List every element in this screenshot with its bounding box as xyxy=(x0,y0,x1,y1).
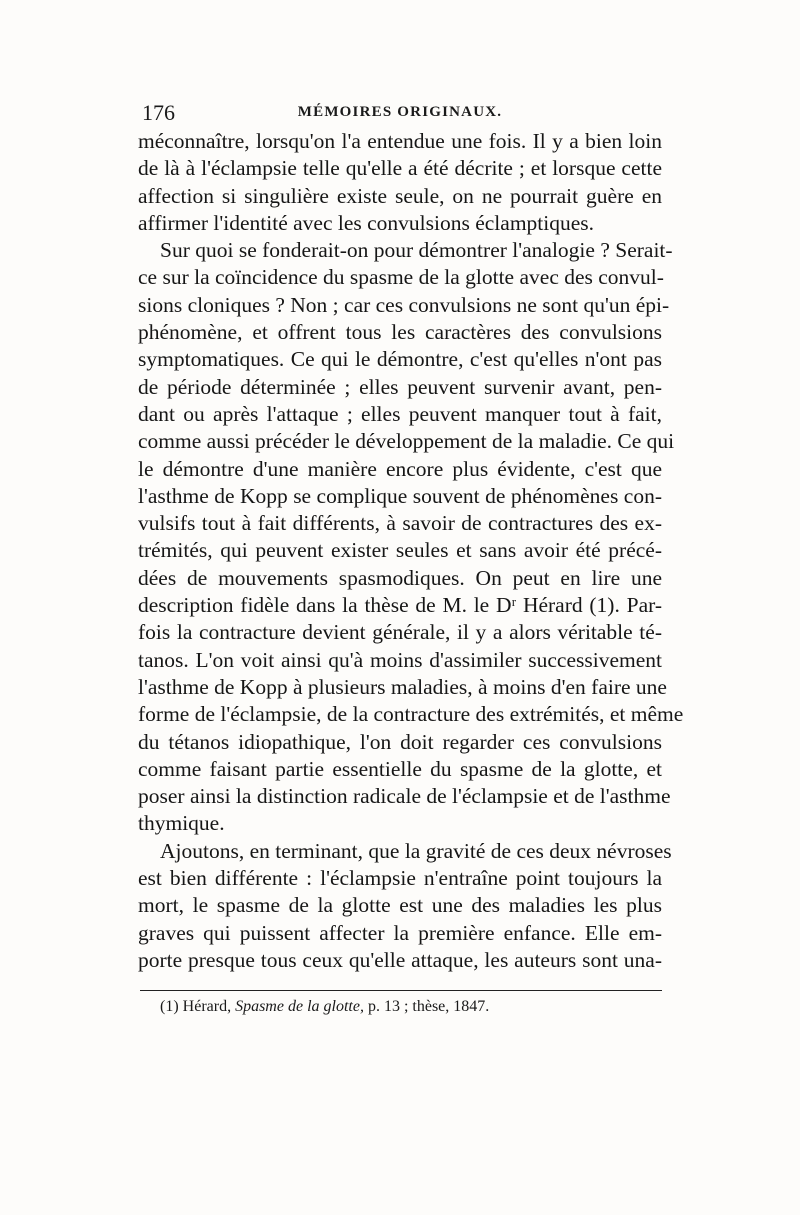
text-line: vulsifs tout à fait différents, à savoir de contractures des ex- xyxy=(138,511,662,536)
text-line: affirmer l'identité avec les convulsions éclamptiques. xyxy=(138,210,595,235)
text-line: méconnaître, lorsqu'on l'a entendue une fois. Il y a bien loin xyxy=(138,129,662,153)
text-line: tanos. L'on voit ainsi qu'à moins d'assimiler successivement xyxy=(138,647,662,672)
text-line: mort, le spasme de la glotte est une des maladies les plus xyxy=(138,893,662,918)
footnote-author: Hérard, xyxy=(182,998,232,1015)
text-line: trémités, qui peuvent exister seules et sans avoir été précé- xyxy=(138,538,662,563)
text-line: thymique. xyxy=(138,811,225,836)
text-line: le démontre d'une manière encore plus évidente, c'est que xyxy=(138,456,662,481)
body-text xyxy=(138,128,684,974)
text-line: fois la contracture devient générale, il y a alors véritable té- xyxy=(138,620,662,645)
text-line: du tétanos idiopathique, l'on doit regarder ces convulsions xyxy=(138,729,662,754)
text-line: l'asthme de Kopp à plusieurs maladies, à moins d'en faire une xyxy=(138,674,667,699)
footnote-title: Spasme de la glotte, xyxy=(235,998,364,1015)
text-line: dant ou après l'attaque ; elles peuvent manquer tout à fait, xyxy=(138,401,662,426)
footnote xyxy=(160,998,660,1016)
text-line: est bien différente : l'éclampsie n'entraîne point toujours la xyxy=(138,866,662,891)
text-line: description fidèle dans la thèse de M. le Dʳ Hérard (1). Par- xyxy=(138,593,662,618)
text-line: ce sur la coïncidence du spasme de la glotte avec des convul- xyxy=(138,265,664,290)
text-line: sions cloniques ? Non ; car ces convulsions ne sont qu'un épi- xyxy=(138,292,670,317)
text-line: comme faisant partie essentielle du spasme de la glotte, et xyxy=(138,756,662,781)
running-title: MÉMOIRES ORIGINAUX. xyxy=(297,104,503,120)
running-head xyxy=(140,100,660,124)
text-line: affection si singulière existe seule, on ne pourrait guère en xyxy=(138,183,662,208)
text-line: porte presque tous ceux qu'elle attaque, les auteurs sont una- xyxy=(138,947,662,972)
footnote-marker: (1) xyxy=(160,998,179,1015)
text-line: phénomène, et offrent tous les caractères des convulsions xyxy=(138,320,662,345)
text-line: l'asthme de Kopp se complique souvent de phénomènes con- xyxy=(138,483,662,508)
text-line: comme aussi précéder le développement de la maladie. Ce qui xyxy=(138,429,675,454)
text-line: graves qui puissent affecter la première enfance. Elle em- xyxy=(138,920,662,945)
text-line: de là à l'éclampsie telle qu'elle a été décrite ; et lorsque cette xyxy=(138,156,662,181)
text-line: de période déterminée ; elles peuvent survenir avant, pen- xyxy=(138,374,662,399)
text-line: dées de mouvements spasmodiques. On peut en lire une xyxy=(138,565,662,590)
text-line: Ajoutons, en terminant, que la gravité de ces deux névroses xyxy=(160,838,672,863)
text-line: forme de l'éclampsie, de la contracture des extrémités, et même xyxy=(138,702,684,727)
text-line: symptomatiques. Ce qui le démontre, c'est qu'elles n'ont pas xyxy=(138,347,662,372)
page-number: 176 xyxy=(142,100,175,125)
footnote-divider xyxy=(140,990,662,991)
text-line: poser ainsi la distinction radicale de l'éclampsie et de l'asthme xyxy=(138,784,671,809)
text-line: Sur quoi se fonderait-on pour démontrer l'analogie ? Serait- xyxy=(160,238,673,263)
footnote-details: p. 13 ; thèse, 1847. xyxy=(367,998,490,1015)
